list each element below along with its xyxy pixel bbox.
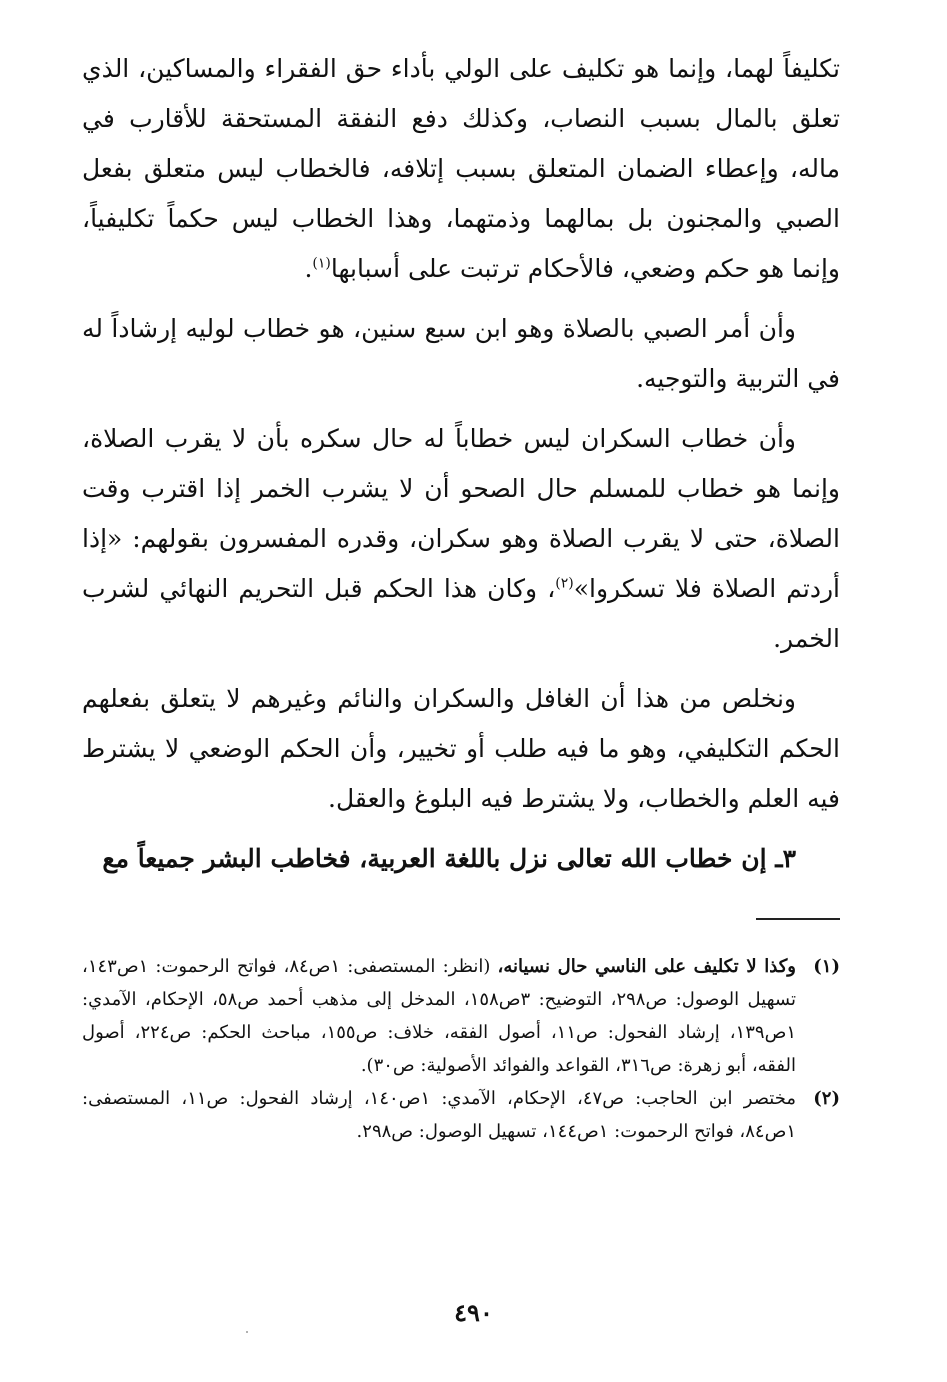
footnote-ref-2[interactable]: (٢) xyxy=(555,575,574,592)
paragraph-3 xyxy=(82,414,840,664)
footnote-2-text: مختصر ابن الحاجب: ص٤٧، الإحكام، الآمدي: ١ص١٤٠، إرشاد الفحول: ص١١، المستصفى: ١ص٨٤، فواتح الرحموت: ١ص١٤٤، تسهيل الوصول: ص٢٩٨. xyxy=(82,1088,796,1142)
footnote-1 xyxy=(82,950,840,1082)
paragraph-1 xyxy=(82,44,840,294)
footnote-2-body xyxy=(82,1082,796,1148)
footnote-1-lead: وكذا لا تكليف على الناسي حال نسيانه، xyxy=(497,956,796,977)
paragraph-1-text: تكليفاً لهما، وإنما هو تكليف على الولي بأداء حق الفقراء والمساكين، الذي تعلق بالمال بسبب النصاب، وكذلك دفع النفقة المستحقة للأقارب في ماله، وإعطاء الضمان المتعلق بسبب إتلافه، فالخطاب ليس متعلق بفعل الصبي والمجنون بل بمالهما وذمتهما، وهذا الخطاب ليس حكماً تكليفياً، وإنما هو حكم وضعي، فالأحكام ترتبت على أسبابها xyxy=(82,54,840,283)
footnote-2 xyxy=(82,1082,840,1148)
footnotes-section xyxy=(82,950,840,1148)
footnote-1-text: (انظر: المستصفى: ١ص٨٤، فواتح الرحموت: ١ص١٤٣، تسهيل الوصول: ص٢٩٨، التوضيح: ٣ص١٥٨، المدخل إلى مذهب أحمد ص٥٨، الإحكام، الآمدي: ١ص١٣٩، إرشاد الفحول: ص١١، أصول الفقه، خلاف: ص١٥٥، مباحث الحكم: ص٢٢٤، أصول الفقه، أبو زهرة: ص٣١٦، القواعد والفوائد الأصولية: ص٣٠). xyxy=(82,956,796,1076)
footnote-2-number: (٢) xyxy=(813,1088,840,1109)
footnote-1-body xyxy=(82,950,796,1082)
footnote-1-number: (١) xyxy=(813,956,840,977)
footnote-ref-1[interactable]: (١) xyxy=(312,255,331,272)
point-heading: ٣ـ إن خطاب الله تعالى نزل باللغة العربية، فخاطب البشر جميعاً مع xyxy=(102,844,796,873)
paragraph-2: وأن أمر الصبي بالصلاة وهو ابن سبع سنين، هو خطاب لوليه إرشاداً له في التربية والتوجيه. xyxy=(82,314,840,393)
paragraph-4: ونخلص من هذا أن الغافل والسكران والنائم وغيرهم لا يتعلق بفعلهم الحكم التكليفي، وهو ما فيه طلب أو تخيير، وأن الحكم الوضعي لا يشترط فيه العلم والخطاب، ولا يشترط فيه البلوغ والعقل. xyxy=(82,684,840,813)
footnote-divider xyxy=(756,918,840,920)
main-text xyxy=(82,44,840,884)
paragraph-3-end: ، وكان هذا الحكم قبل التحريم النهائي لشرب الخمر. xyxy=(82,574,840,653)
paragraph-1-end: . xyxy=(304,254,313,283)
paragraph-3-text: وأن خطاب السكران ليس خطاباً له حال سكره بأن لا يقرب الصلاة، وإنما هو خطاب للمسلم حال الصحو أن لا يشرب الخمر إذا اقترب وقت الصلاة، حتى لا يقرب الصلاة وهو سكران، وقدره المفسرون بقولهم: «إذا أردتم الصلاة فلا تسكروا» xyxy=(82,424,840,603)
scan-speck xyxy=(246,1331,248,1333)
page-number: ٤٩٠ xyxy=(454,1298,493,1327)
